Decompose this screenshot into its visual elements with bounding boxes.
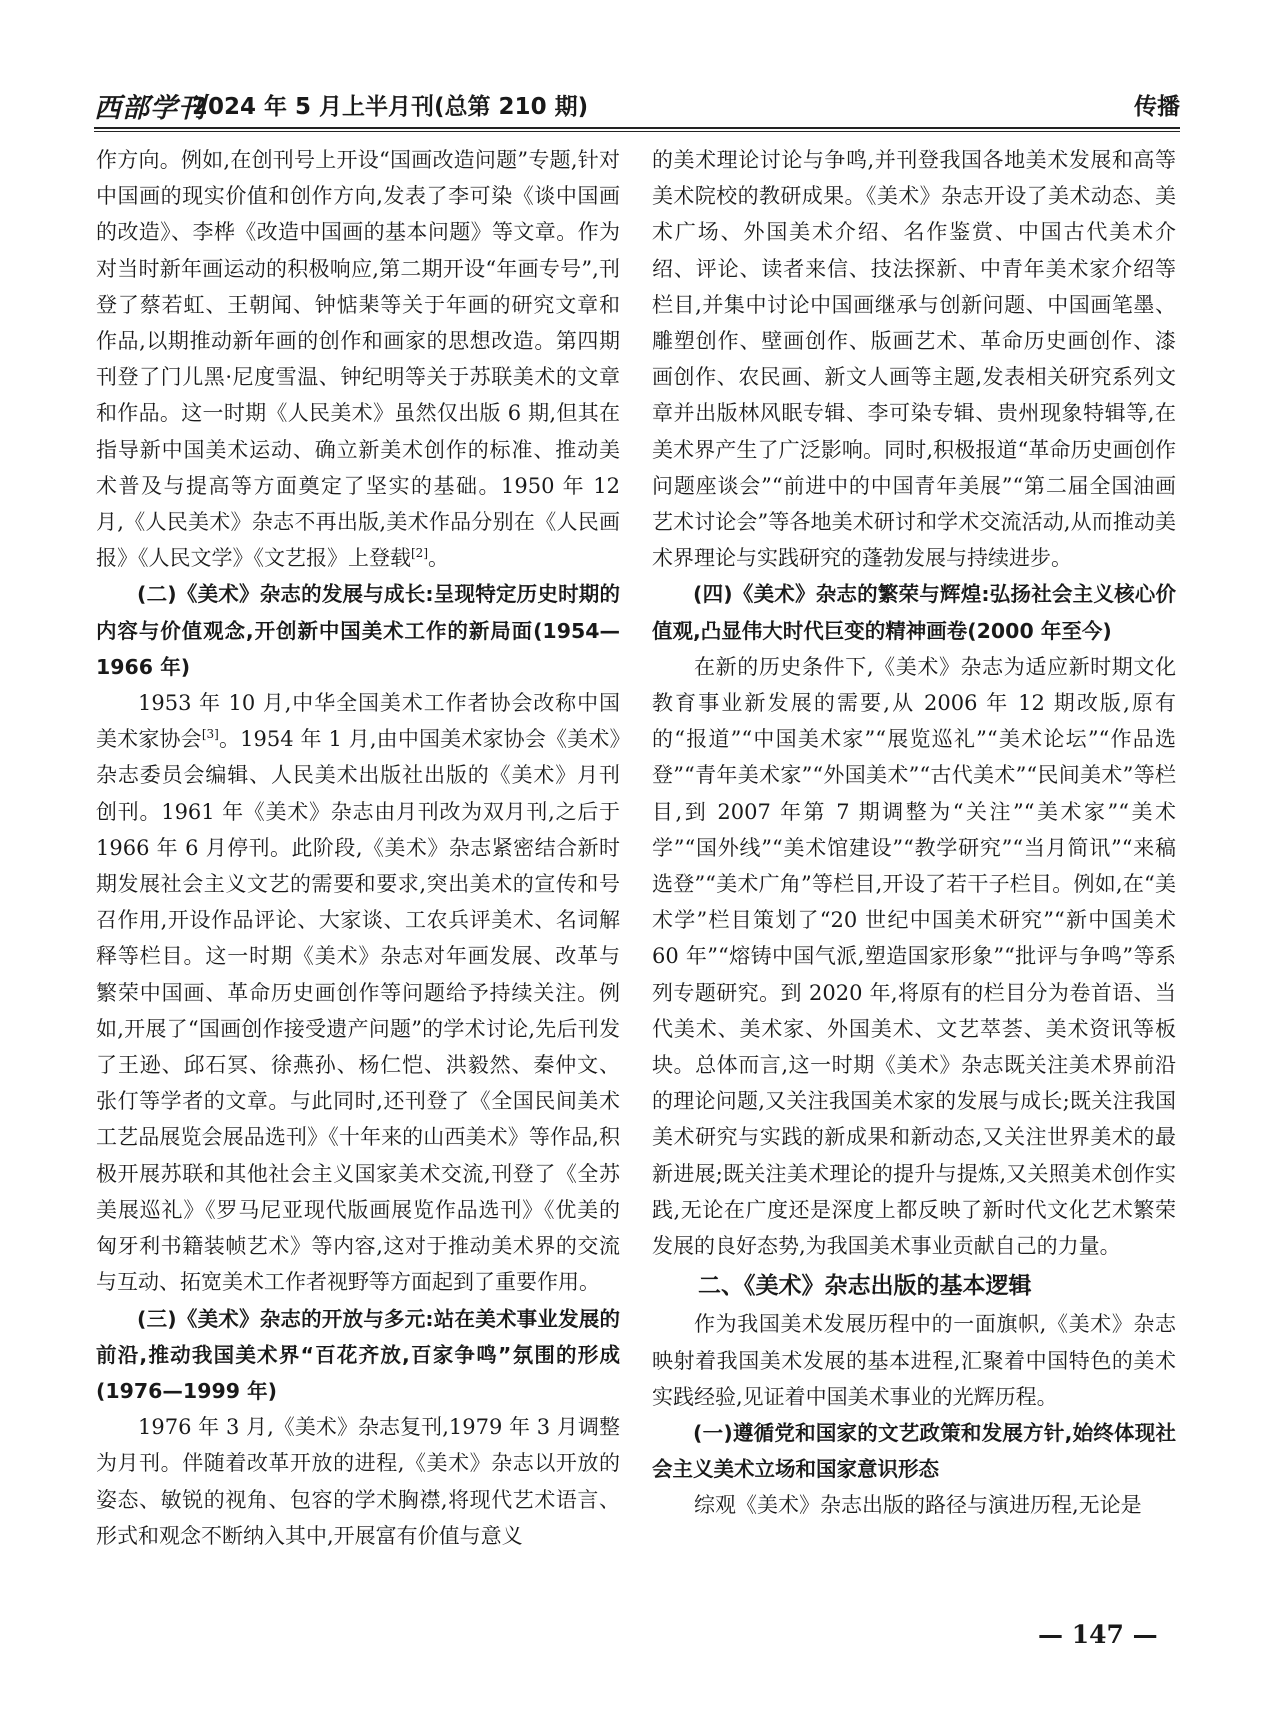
paragraph: 在新的历史条件下,《美术》杂志为适应新时期文化教育事业新发展的需要,从 2006 年 12 期改版,原有的“报道”“中国美术家”“展览巡礼”“美术论坛”“作品选登”“青年美术家”“外国美术”“古代美术”“民间美术”等栏目,到 2007 年第 7 期调整为“关注”“美术家”“美术学”“国外线”“美术馆建设”“教学研究”“当月简讯”“来稿选登”“美术广角”等栏目,开设了若干子栏目。例如,在“美术学”栏目策划了“20 世纪中国美术研究”“新中国美术 60 年”“熔铸中国气派,塑造国家形象”“批评与争鸣”等系列专题研究。到 2020 年,将原有的栏目分为卷首语、当代美术、美术家、外国美术、文艺萃荟、美术资讯等板块。总体而言,这一时期《美术》杂志既关注美术界前沿的理论问题,又关注我国美术家的发展与成长;既关注我国美术研究与实践的新成果和新动态,又关注世界美术的最新进展;既关注美术理论的提升与提炼,又关照美术创作实践,无论在广度还是深度上都反映了新时代文化艺术繁荣发展的良好态势,为我国美术事业贡献自己的力量。 — [652, 654, 1176, 1259]
paragraph: 综观《美术》杂志出版的路径与演进历程,无论是 — [694, 1493, 1142, 1518]
section-name: 传播 — [1134, 94, 1180, 120]
section-heading: 二、《美术》杂志出版的基本逻辑 — [698, 1273, 1032, 1300]
running-header — [94, 86, 1180, 126]
journal-logo: 西部学刊 — [94, 93, 206, 124]
subsection-heading: (三)《美术》杂志的开放与多元:站在美术事业发展的前沿,推动我国美术界“百花齐放,百家争鸣”氛围的形成(1976—1999 年) — [96, 1306, 620, 1403]
citation: [3] — [201, 727, 219, 742]
page-number: — 147 — — [1038, 1620, 1158, 1649]
left-column — [96, 142, 620, 1554]
header-rule-thin — [94, 131, 1180, 132]
subsection-heading: (四)《美术》杂志的繁荣与辉煌:弘扬社会主义核心价值观,凸显伟大时代巨变的精神画卷(2000 年至今) — [652, 582, 1176, 643]
citation: [2] — [411, 546, 428, 561]
right-column — [652, 142, 1176, 1524]
paragraph: 1976 年 3 月,《美术》杂志复刊,1979 年 3 月调整为月刊。伴随着改革开放的进程,《美术》杂志以开放的姿态、敏锐的视角、包容的学术胸襟,将现代艺术语言、形式和观念不断纳入其中,开展富有价值与意义 — [96, 1415, 620, 1548]
issue-info: 2024 年 5 月上半月刊(总第 210 期) — [192, 94, 589, 120]
subsection-heading: (一)遵循党和国家的文艺政策和发展方针,始终体现社会主义美术立场和国家意识形态 — [652, 1420, 1176, 1482]
paragraph: 作为我国美术发展历程中的一面旗帜,《美术》杂志映射着我国美术发展的基本进程,汇聚着中国特色的美术实践经验,见证着中国美术事业的光辉历程。 — [652, 1312, 1176, 1409]
header-rule — [94, 127, 1180, 129]
paragraph: 作方向。例如,在创刊号上开设“国画改造问题”专题,针对中国画的现实价值和创作方向,发表了李可染《谈中国画的改造》、李桦《改造中国画的基本问题》等文章。作为对当时新年画运动的积极响应,第二期开设“年画专号”,刊登了蔡若虹、王朝闻、钟惦棐等关于年画的研究文章和作品,以期推动新年画的创作和画家的思想改造。第四期刊登了门儿黑·尼度雪温、钟纪明等关于苏联美术的文章和作品。这一时期《人民美术》虽然仅出版 6 期,但其在指导新中国美术运动、确立新美术创作的标准、推动美术普及与提高等方面奠定了坚实的基础。1950 年 12 月,《人民美术》杂志不再出版,美术作品分别在《人民画报》《人民文学》《文艺报》上登载[2]。 — [96, 148, 620, 571]
subsection-heading: (二)《美术》杂志的发展与成长:呈现特定历史时期的内容与价值观念,开创新中国美术工作的新局面(1954—1966 年) — [96, 582, 620, 679]
paragraph: 1953 年 10 月,中华全国美术工作者协会改称中国美术家协会[3]。1954 年 1 月,由中国美术家协会《美术》杂志委员会编辑、人民美术出版社出版的《美术》月刊创刊。1961 年《美术》杂志由月刊改为双月刊,之后于 1966 年 6 月停刊。此阶段,《美术》杂志紧密结合新时期发展社会主义文艺的需要和要求,突出美术的宣传和号召作用,开设作品评论、大家谈、工农兵评美术、名词解释等栏目。这一时期《美术》杂志对年画发展、改革与繁荣中国画、革命历史画创作等问题给予持续关注。例如,开展了“国画创作接受遗产问题”的学术讨论,先后刊发了王逊、邱石冥、徐燕孙、杨仁恺、洪毅然、秦仲文、张仃等学者的文章。与此同时,还刊登了《全国民间美术工艺品展览会展品选刊》《十年来的山西美术》等作品,积极开展苏联和其他社会主义国家美术交流,刊登了《全苏美展巡礼》《罗马尼亚现代版画展览作品选刊》《优美的匈牙利书籍装帧艺术》等内容,这对于推动美术界的交流与互动、拓宽美术工作者视野等方面起到了重要作用。 — [96, 691, 621, 1295]
paragraph: 的美术理论讨论与争鸣,并刊登我国各地美术发展和高等美术院校的教研成果。《美术》杂志开设了美术动态、美术广场、外国美术介绍、名作鉴赏、中国古代美术介绍、评论、读者来信、技法探新、中青年美术家介绍等栏目,并集中讨论中国画继承与创新问题、中国画笔墨、雕塑创作、壁画创作、版画艺术、革命历史画创作、漆画创作、农民画、新文人画等主题,发表相关研究系列文章并出版林风眠专辑、李可染专辑、贵州现象特辑等,在美术界产生了广泛影响。同时,积极报道“革命历史画创作问题座谈会”“前进中的中国青年美展”“第二届全国油画艺术讨论会”等各地美术研讨和学术交流活动,从而推动美术界理论与实践研究的蓬勃发展与持续进步。 — [652, 148, 1176, 571]
